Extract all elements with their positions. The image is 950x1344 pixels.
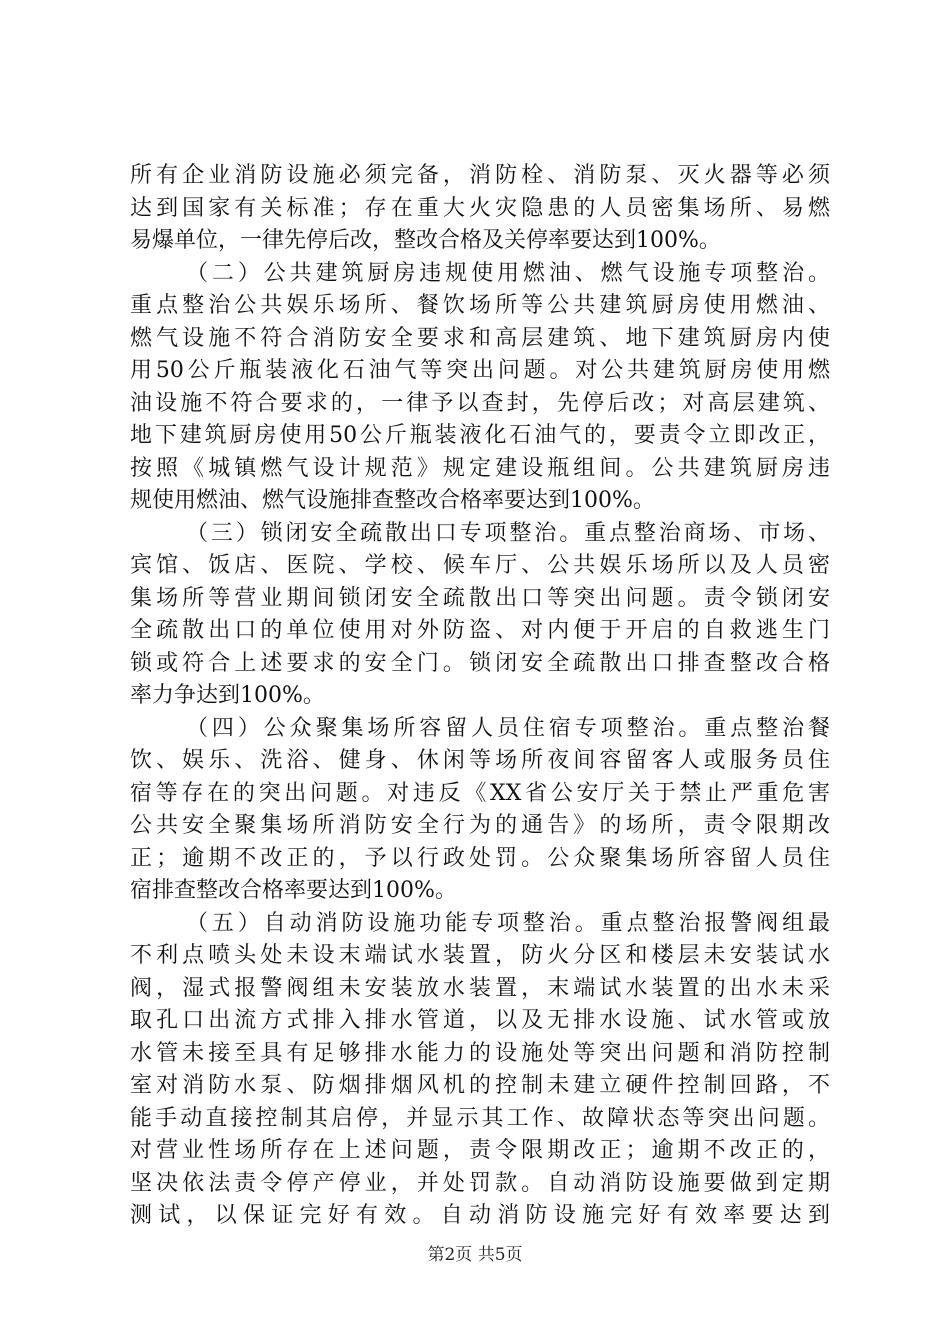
text-line: 按照《城镇燃气设计规范》规定建设瓶组间。公共建筑厨房违: [130, 455, 830, 481]
text-line: 易爆单位，一律先停后改，整改合格及关停率要达到100%。: [130, 228, 721, 253]
text-line: 率力争达到100%。: [130, 683, 325, 708]
text-line: 测试，以保证完好有效。自动消防设施完好有效率要达到: [130, 1203, 830, 1228]
text-line: 宾馆、饭店、医院、学校、候车厅、公共娱乐场所以及人员密: [130, 553, 830, 578]
text-line: 所有企业消防设施必须完备，消防栓、消防泵、灭火器等必须: [130, 163, 830, 188]
text-line: 室对消防水泵、防烟排烟风机的控制未建立硬件控制回路，不: [130, 1073, 830, 1098]
text-line: 油设施不符合要求的，一律予以查封，先停后改；对高层建筑、: [130, 390, 830, 416]
text-line: （二）公共建筑厨房违规使用燃油、燃气设施专项整治。: [186, 260, 830, 286]
text-line: 不利点喷头处未设末端试水装置，防火分区和楼层未安装试水: [130, 943, 830, 968]
text-line: 全疏散出口的单位使用对外防盗、对内便于开启的自救逃生门: [130, 618, 830, 643]
text-line: 阀，湿式报警阀组未安装放水装置，末端试水装置的出水未采: [130, 975, 830, 1001]
text-line: 集场所等营业期间锁闭安全疏散出口等突出问题。责令锁闭安: [130, 585, 830, 611]
text-line: （四）公众聚集场所容留人员住宿专项整治。重点整治餐: [186, 715, 830, 741]
text-line: 重点整治公共娱乐场所、餐饮场所等公共建筑厨房使用燃油、: [130, 293, 830, 318]
text-line: 规使用燃油、燃气设施排查整改合格率要达到100%。: [130, 488, 655, 513]
text-line: 地下建筑厨房使用50公斤瓶装液化石油气的，要责令立即改正，: [130, 423, 830, 448]
text-line: 锁或符合上述要求的安全门。锁闭安全疏散出口排查整改合格: [130, 650, 830, 676]
text-line: 能手动直接控制其启停，并显示其工作、故障状态等突出问题。: [130, 1105, 830, 1131]
text-line: 取孔口出流方式排入排水管道，以及无排水设施、试水管或放: [130, 1008, 830, 1033]
text-line: 饮、娱乐、洗浴、健身、休闲等场所夜间容留客人或服务员住: [130, 748, 830, 773]
text-line: （五）自动消防设施功能专项整治。重点整治报警阀组最: [186, 910, 830, 936]
text-line: （三）锁闭安全疏散出口专项整治。重点整治商场、市场、: [186, 520, 830, 546]
text-line: 用50公斤瓶装液化石油气等突出问题。对公共建筑厨房使用燃: [130, 358, 830, 383]
text-line: 水管未接至具有足够排水能力的设施处等突出问题和消防控制: [130, 1040, 830, 1066]
text-line: 宿等存在的突出问题。对违反《XX省公安厅关于禁止严重危害: [130, 780, 830, 806]
text-line: 燃气设施不符合消防安全要求和高层建筑、地下建筑厨房内使: [130, 325, 830, 351]
text-line: 公共安全聚集场所消防安全行为的通告》的场所，责令限期改: [130, 813, 830, 838]
text-line: 宿排查整改合格率要达到100%。: [130, 878, 457, 903]
text-line: 坚决依法责令停产停业，并处罚款。自动消防设施要做到定期: [130, 1170, 830, 1196]
page-footer: 第2页 共5页: [427, 1245, 523, 1265]
text-line: 对营业性场所存在上述问题，责令限期改正；逾期不改正的，: [130, 1138, 830, 1163]
body-text: [130, 160, 830, 1233]
text-line: 达到国家有关标准；存在重大火灾隐患的人员密集场所、易燃: [130, 195, 830, 221]
text-line: 正；逾期不改正的，予以行政处罚。公众聚集场所容留人员住: [130, 845, 830, 871]
